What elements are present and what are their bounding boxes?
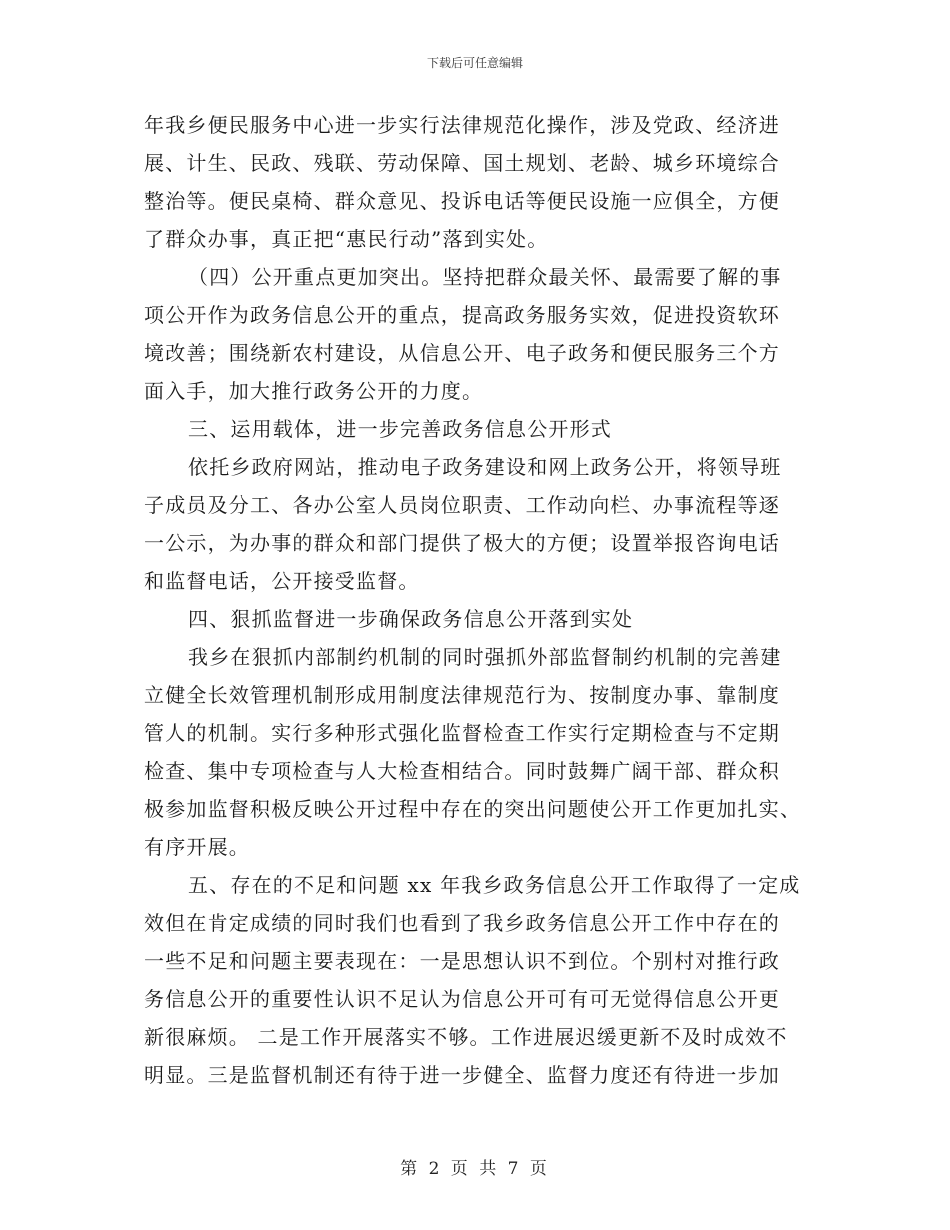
text-line: 明显。三是监督机制还有待于进一步健全、监督力度还有待进一步加 [144,1063,780,1087]
text-line: 管人的机制。实行多种形式强化监督检查工作实行定期检查与不定期 [144,721,780,745]
text-line: 一公示，为办事的群众和部门提供了极大的方便；设置举报咨询电话 [144,531,780,555]
text-line: 整治等。便民桌椅、群众意见、投诉电话等便民设施一应俱全，方便 [144,189,780,213]
text-line: 立健全长效管理机制形成用制度法律规范行为、按制度办事、靠制度 [144,683,780,707]
page-header: 下载后可任意编辑 [426,56,523,70]
section-heading: 四、狠抓监督进一步确保政务信息公开落到实处 [188,607,634,631]
document-body [144,106,812,1094]
text-line: 子成员及分工、各办公室人员岗位职责、工作动向栏、办事流程等逐 [144,493,780,517]
text-line: 务信息公开的重要性认识不足认为信息公开可有可无觉得信息公开更 [144,987,780,1011]
paragraph-start-line: 依托乡政府网站，推动电子政务建设和网上政务公开，将领导班 [188,455,782,479]
text-line: 展、计生、民政、残联、劳动保障、国土规划、老龄、城乡环境综合 [144,151,780,175]
page-number: 第 2 页 共 7 页 [400,1159,550,1179]
text-line: 年我乡便民服务中心进一步实行法律规范化操作，涉及党政、经济进 [144,113,780,137]
text-line: 有序开展。 [144,835,250,859]
paragraph-start-line: 我乡在狠抓内部制约机制的同时强抓外部监督制约机制的完善建 [188,645,782,669]
section-heading: 五、存在的不足和问题 xx 年我乡政务信息公开工作取得了一定成 [188,873,801,897]
text-line: 面入手，加大推行政务公开的力度。 [144,379,484,403]
text-line: 了群众办事，真正把“惠民行动”落到实处。 [144,227,549,251]
text-line: 一些不足和问题主要表现在：一是思想认识不到位。个别村对推行政 [144,949,780,973]
paragraph-start-line: （四）公开重点更加突出。坚持把群众最关怀、最需要了解的事 [188,265,782,289]
text-line: 项公开作为政务信息公开的重点，提高政务服务实效，促进投资软环 [144,303,780,327]
text-line: 极参加监督积极反映公开过程中存在的突出问题使公开工作更加扎实、 [144,797,802,821]
section-heading: 三、运用载体，进一步完善政务信息公开形式 [188,417,612,441]
text-line: 和监督电话，公开接受监督。 [144,569,420,593]
text-line: 效但在肯定成绩的同时我们也看到了我乡政务信息公开工作中存在的 [144,911,780,935]
text-line: 检查、集中专项检查与人大检查相结合。同时鼓舞广阔干部、群众积 [144,759,780,783]
text-line: 新很麻烦。 二是工作开展落实不够。工作进展迟缓更新不及时成效不 [144,1025,788,1049]
text-line: 境改善；围绕新农村建设，从信息公开、电子政务和便民服务三个方 [144,341,780,365]
